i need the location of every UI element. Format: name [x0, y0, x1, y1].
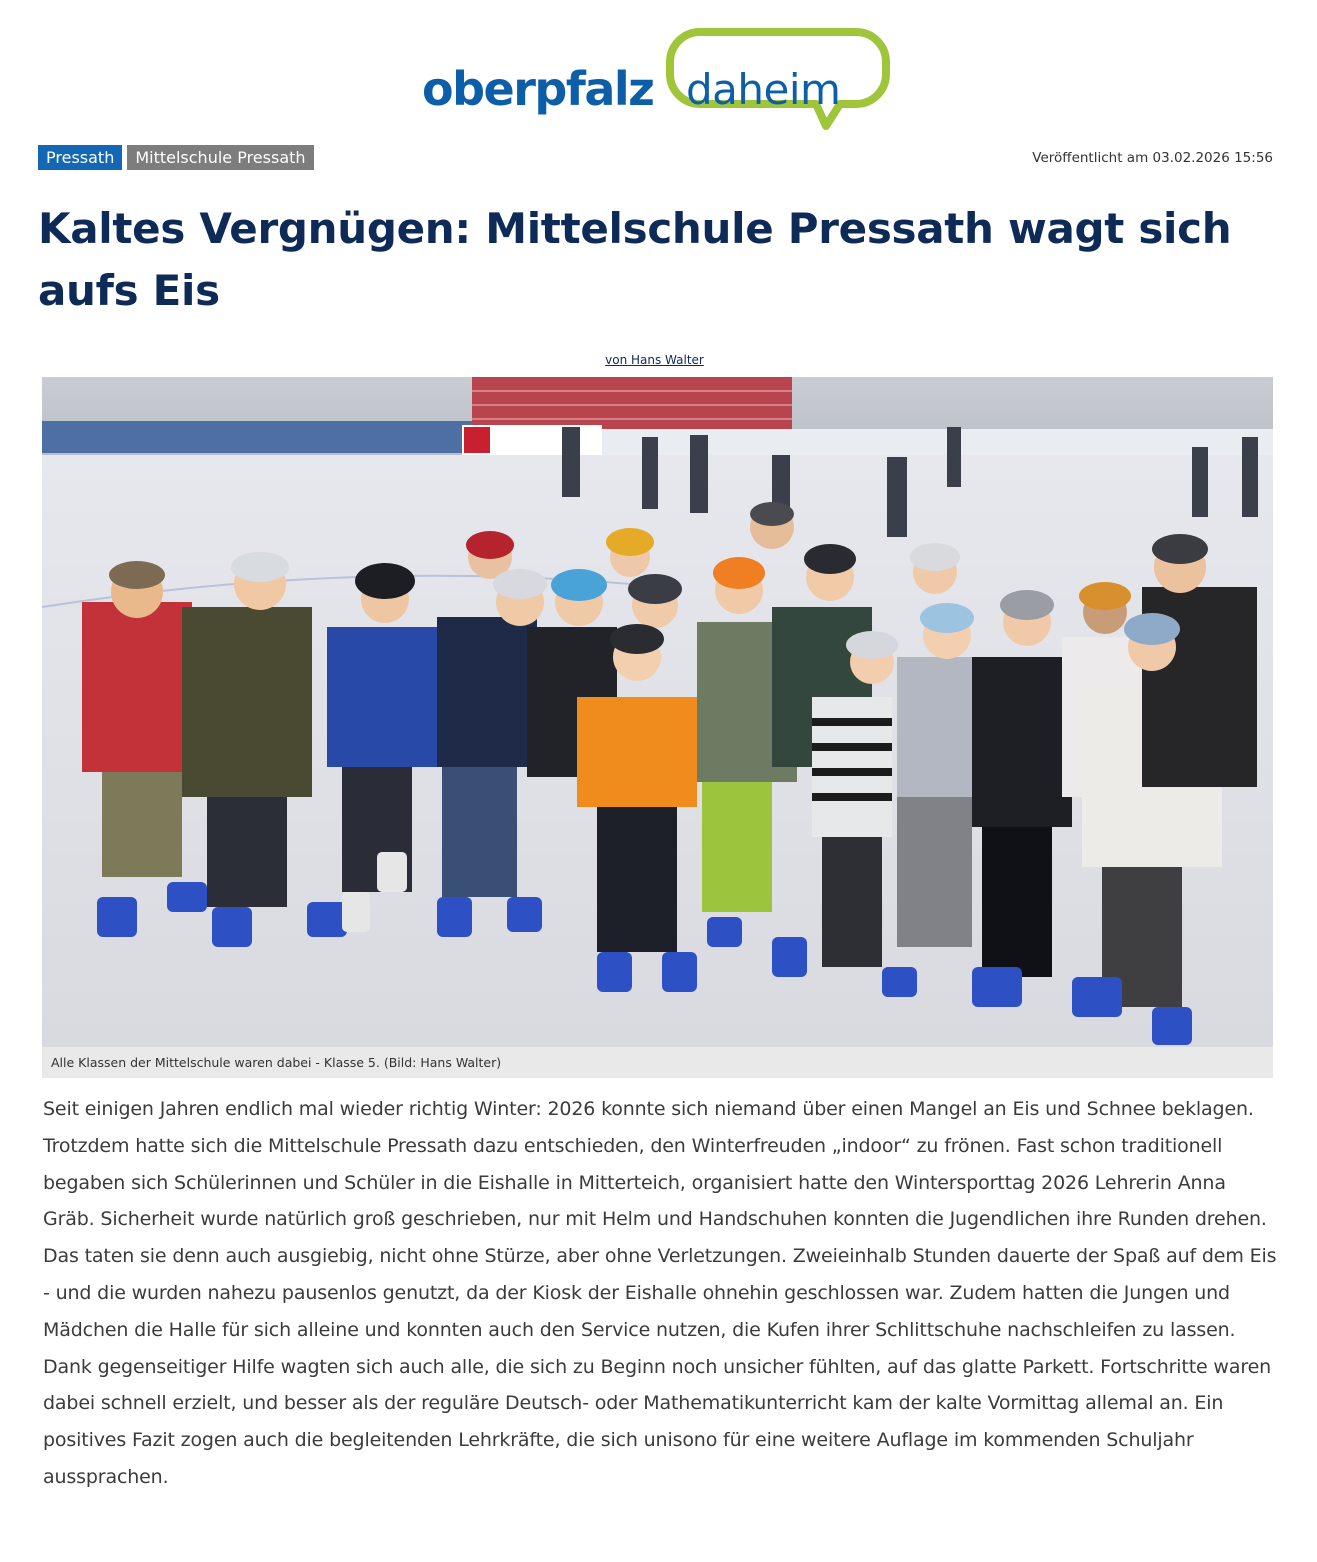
author-byline[interactable]: von Hans Walter: [605, 353, 704, 367]
tag-mittelschule-pressath[interactable]: Mittelschule Pressath: [127, 145, 313, 170]
publish-date: Veröffentlicht am 03.02.2026 15:56: [1032, 150, 1273, 166]
site-logo[interactable]: [420, 24, 892, 132]
logo-wordmark: oberpfalz: [422, 62, 654, 116]
photo-caption: Alle Klassen der Mittelschule waren dabei - Klasse 5. (Bild: Hans Walter): [51, 1055, 502, 1070]
ice-rink-group-photo: [42, 377, 1273, 1047]
tag-pressath[interactable]: Pressath: [38, 145, 122, 170]
article-body: Seit einigen Jahren endlich mal wieder richtig Winter: 2026 konnte sich niemand über einen Mangel an Eis und Schnee beklagen. Trotzdem hatte sich die Mittelschule Pressath dazu entschieden, den Winterfreuden „indoor“ zu frönen. Fast schon traditionell begaben sich Schülerinnen und Schüler in die Eishalle in Mitterteich, organisiert hatte den Wintersporttag 2026 Lehrerin Anna Gräb. Sicherheit wurde natürlich groß geschrieben, nur mit Helm und Handschuhen konnten die Jugendlichen ihre Runden drehen. Das taten sie denn auch ausgiebig, nicht ohne Stürze, aber ohne Verletzungen. Zweieinhalb Stunden dauerte der Spaß auf dem Eis - und die wurden nahezu pausenlos genutzt, da der Kiosk der Eishalle ohnehin geschlossen war. Zudem hatten die Jungen und Mädchen die Halle für sich alleine und konnten auch den Service nutzen, die Kufen ihrer Schlittschuhe nachschleifen zu lassen. Dank gegenseitiger Hilfe wagten sich auch alle, die sich zu Beginn noch unsicher fühlten, auf das glatte Parkett. Fortschritte waren dabei schnell erzielt, und besser als der reguläre Deutsch- oder Mathematikunterricht kam der kalte Vormittag allemal an. Ein positives Fazit zogen auch die begleitenden Lehrkräfte, die sich unisono für eine weitere Auflage im kommenden Schuljahr aussprachen.: [43, 1098, 1277, 1488]
article-headline: Kaltes Vergnügen: Mittelschule Pressath wagt sich aufs Eis: [38, 204, 1232, 315]
category-tags: [38, 145, 314, 170]
article-figure: [42, 377, 1273, 1078]
logo-bubble-word: daheim: [686, 65, 841, 114]
